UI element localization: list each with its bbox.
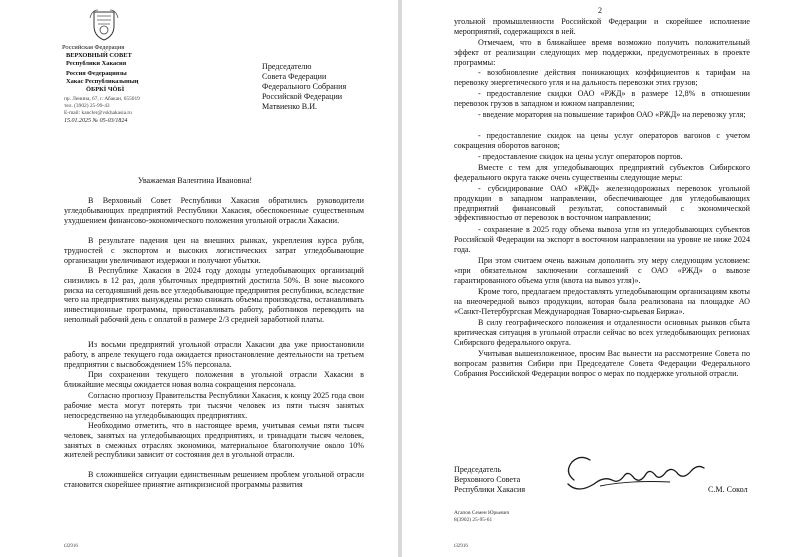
paragraph: - возобновление действия понижающих коэффициентов к тарифам на перевозку энергетического угля и на дальность перевозки этих грузов; xyxy=(454,68,750,87)
recipient-line: Матвиенко В.И. xyxy=(262,102,318,111)
signature-title-line: Республики Хакасия xyxy=(454,485,526,494)
paragraph: Необходимо отметить, что в настоящее время, учитывая семьи пяти тысяч человек, занятых на угледобывающих предприятиях, и тринадцати тысяч человек, занятых в смежных отраслях экономики, материальное благополучие около 10% жителей республики зависит от состояния дел в угольной отрасли. xyxy=(64,421,364,460)
phone-line: тел. (3902) 25-99-43 xyxy=(64,103,110,109)
signature-title-line: Верховного Совета xyxy=(454,475,521,484)
recipient-line: Федерального Собрания xyxy=(262,82,347,91)
paragraph: Отмечаем, что в ближайшее время возможно получить положительный эффект от реализации следующих мер поддержки, предусмотренных в проекте программы: xyxy=(454,38,750,67)
header-line: Россия Федерациязы xyxy=(66,70,127,77)
signature-name: С.М. Сокол xyxy=(708,485,748,494)
email-line: E-mail: kancler@vskhakasia.ru xyxy=(64,110,132,116)
paragraph: - предоставление скидок на цены услуг операторов вагонов с учетом сокращения оборотов вагонов; xyxy=(454,131,750,150)
address-line: пр. Ленина, 67, г. Абакан, 655019 xyxy=(64,96,140,102)
header-line: Республики Хакасия xyxy=(66,60,127,67)
paragraph: - субсидирование ОАО «РЖД» железнодорожных перевозок угольной продукции в западном направлении, обеспечивающее для угледобывающих предприятий финансовый результат, сопоставимый с экономической эффективностью от перевозок в восточном направлении; xyxy=(454,184,750,223)
page-number: 2 xyxy=(598,6,603,15)
paragraph: В Республике Хакасия в 2024 году доходы угледобывающих организаций снизились в 12 раз, доля убыточных предприятий достигла 50%. В зоне высокого риска на сегодняшний день все угледобывающие предприятия республики, вследствие чего на предприятиях вынуждены резко снижать объемы производства, останавливать инвестиционные программы, приостанавливать работу, работников переводить на неполный рабочий день с оплатой в размере 2/3 средней заработной платы. xyxy=(64,266,364,324)
paragraph: Вместе с тем для угледобывающих предприятий субъектов Сибирского федерального округа также очень существенны следующие меры: xyxy=(454,163,750,182)
paragraph: - введение моратория на повышение тарифов ОАО «РЖД» на перевозку угля; xyxy=(478,110,746,119)
header-line: ÖБРКİ ЧÖБİ xyxy=(86,86,125,93)
paragraph: Согласно прогнозу Правительства Республики Хакасия, к концу 2025 года свои рабочие места могут потерять три тысячи человек из пяти тысяч занятых непосредственно на угледобывающих предприятиях. xyxy=(64,391,364,420)
handwritten-signature xyxy=(560,450,710,500)
paragraph: - сохранение в 2025 году объема вывоза угля из угледобывающих субъектов Российской Федерации на экспорт в восточном направлении на уровне не ниже 2024 года. xyxy=(454,225,750,254)
salutation: Уважаемая Валентина Ивановна! xyxy=(138,176,253,185)
paragraph: При сохранении текущего положения в угольной отрасли Хакасии в ближайшие месяцы ожидается новая волна сокращения персонала. xyxy=(64,370,364,389)
paragraph: Учитывая вышеизложенное, просим Вас вынести на рассмотрение Совета по вопросам развития Сибири при Председателе Совета Федерации Федерального Собрания Российской Федерации вопрос о мерах по поддержке угольной отрасли. xyxy=(454,349,750,378)
letter-page-2 xyxy=(402,0,800,557)
paragraph: При этом считаем очень важным дополнить эту меру следующим условием: «при обязательном заключении соглашений с ОАО «РЖД» о вывозе гарантированного объема угля (квота на вывоз угля)». xyxy=(454,256,750,285)
footer-code: t32916 xyxy=(64,544,78,549)
paragraph: В силу географического положения и отдаленности основных рынков сбыта критическая ситуация в угольной отрасли сейчас во всех угледобывающих регионах Сибирского федерального округа. xyxy=(454,318,750,347)
paragraph: В сложившейся ситуации единственным решением проблем угольной отрасли становится скорейшее принятие антикризисной программы развития xyxy=(64,470,364,489)
paragraph: - предоставление скидок на цены услуг операторов портов. xyxy=(478,152,683,161)
recipient-line: Председателю xyxy=(262,62,312,71)
paragraph: - предоставление скидки ОАО «РЖД» в размере 12,8% в отношении перевозок грузов в западном и южном направлении; xyxy=(454,89,750,108)
executor-name: Агапов Семен Юрьевич xyxy=(454,510,510,516)
paragraph: В результате падения цен на внешних рынках, укрепления курса рубля, трудностей с экспортом и высоких логистических затрат угледобывающие организации увеличивают издержки и получают убытки. xyxy=(64,236,364,265)
header-line: ВЕРХОВНЫЙ СОВЕТ xyxy=(66,52,132,59)
paragraph: В Верховный Совет Республики Хакасия обратились руководители угледобывающих предприятий Республики Хакасия, обеспокоенные существенным ухудшением финансово-экономического положения угольной отрасли Хакасии. xyxy=(64,196,364,225)
signature-title-line: Председатель xyxy=(454,465,502,474)
executor-phone: 8(3902) 25-95-61 xyxy=(454,517,493,523)
recipient-line: Российской Федерации xyxy=(262,92,343,101)
recipient-line: Совета Федерации xyxy=(262,72,327,81)
coat-of-arms-emblem xyxy=(88,8,120,42)
paragraph: угольной промышленности Российской Федерации и скорейшее исполнение мероприятий, содержащихся в ней. xyxy=(454,17,750,36)
letter-page-1 xyxy=(0,0,398,557)
header-line: Российская Федерация xyxy=(62,44,125,51)
header-line: Хакас Республиказының xyxy=(66,78,139,85)
document-number-line: 15.01.2025 № 05-03/1824 xyxy=(64,118,128,124)
footer-code: t32916 xyxy=(454,544,468,549)
paragraph: Кроме того, предлагаем предоставлять угледобывающим организациям квоты на внеочередной вывоз продукции, которая была реализована на площадке АО «Санкт-Петербургская Международная Товарно-сырьевая Биржа». xyxy=(454,287,750,316)
paragraph: Из восьми предприятий угольной отрасли Хакасии два уже приостановили работу, в апреле текущего года ожидается приостановление деятельности на третьем предприятии с высвобождением 15% персонала. xyxy=(64,340,364,369)
